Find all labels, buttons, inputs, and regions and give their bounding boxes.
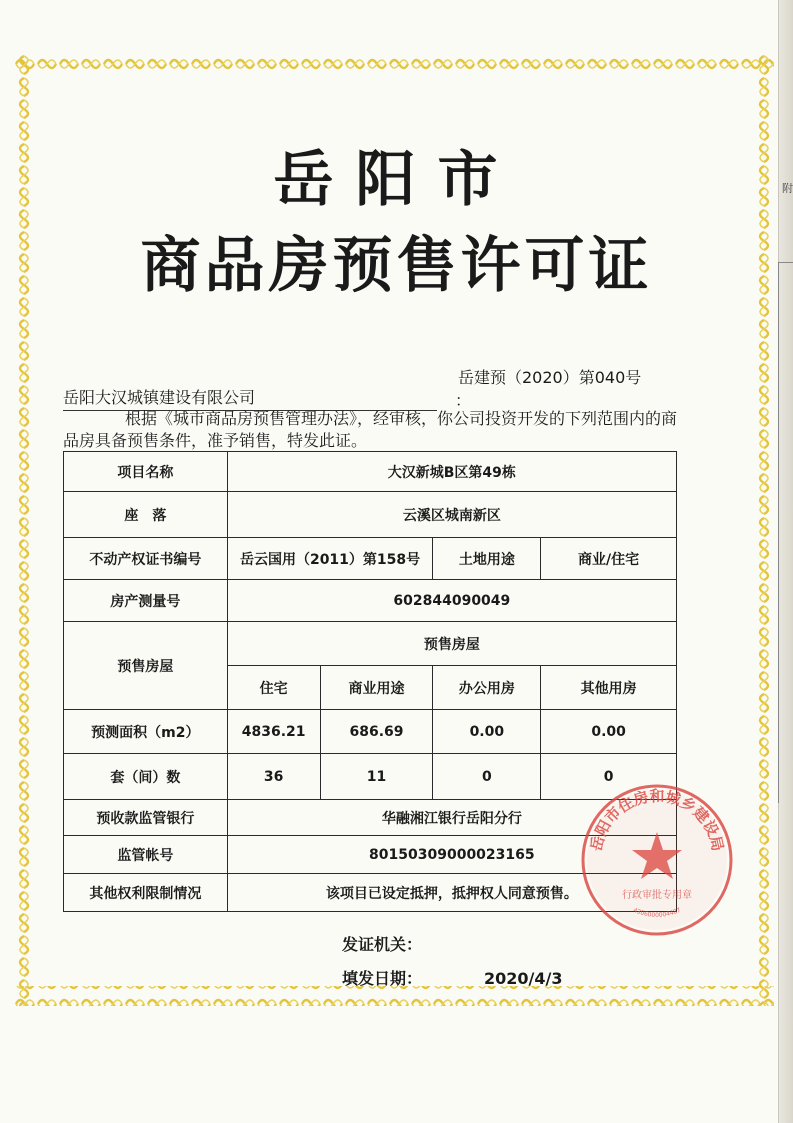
issue-date-row xyxy=(342,966,563,989)
seal-text: 岳阳市住房和城乡建设局 xyxy=(587,787,727,853)
table-row xyxy=(64,538,677,580)
units-value: 0 xyxy=(541,754,677,800)
issue-date-label: 填发日期： xyxy=(342,969,423,988)
table-row xyxy=(64,492,677,538)
company-colon: ： xyxy=(455,391,472,410)
title-city: 岳阳市 xyxy=(273,145,520,215)
document-number: 岳建预（2020）第040号 xyxy=(458,368,642,387)
supervising-bank: 华融湘江银行岳阳分行 xyxy=(227,800,676,836)
col-header: 其他用房 xyxy=(541,666,677,710)
cell-label: 预测面积（m2） xyxy=(64,710,228,754)
area-value: 0.00 xyxy=(433,710,541,754)
col-header: 办公用房 xyxy=(433,666,541,710)
intro-paragraph: 根据《城市商品房预售管理办法》，经审核，你公司投资开发的下列范围内的商品房具备预售条件，准予销售，特发此证。 xyxy=(63,409,678,450)
issuer-label: 发证机关： xyxy=(342,935,423,954)
account-number: 80150309000023165 xyxy=(227,836,676,874)
units-value: 36 xyxy=(227,754,320,800)
company-name: 岳阳大汉城镇建设有限公司 xyxy=(63,385,437,411)
units-value: 0 xyxy=(433,754,541,800)
table-row xyxy=(64,452,677,492)
cell-label: 监管帐号 xyxy=(64,836,228,874)
cell-label: 其他权利限制情况 xyxy=(64,874,228,912)
property-cert-number: 岳云国用（2011）第158号 xyxy=(227,538,433,580)
presale-header: 预售房屋 xyxy=(227,622,676,666)
cell-label: 座 落 xyxy=(64,492,228,538)
land-use: 商业/住宅 xyxy=(541,538,677,580)
col-header: 商业用途 xyxy=(320,666,433,710)
issue-date: 2020/4/3 xyxy=(484,969,563,988)
area-value: 686.69 xyxy=(320,710,433,754)
seal-sub-text: 行政审批专用章 xyxy=(622,890,692,901)
table-row xyxy=(64,580,677,622)
survey-number: 602844090049 xyxy=(227,580,676,622)
seal-code: 4306000004487 xyxy=(632,906,682,919)
official-seal xyxy=(577,780,737,940)
cell-label: 土地用途 xyxy=(433,538,541,580)
area-value: 4836.21 xyxy=(227,710,320,754)
cell-label: 预售房屋 xyxy=(64,622,228,710)
cell-label: 房产测量号 xyxy=(64,580,228,622)
area-value: 0.00 xyxy=(541,710,677,754)
project-name: 大汉新城B区第49栋 xyxy=(227,452,676,492)
title-certificate: 商品房预售许可证 xyxy=(140,231,653,301)
table-row xyxy=(64,710,677,754)
cell-label: 套（间）数 xyxy=(64,754,228,800)
units-value: 11 xyxy=(320,754,433,800)
edge-line xyxy=(778,262,793,803)
location: 云溪区城南新区 xyxy=(227,492,676,538)
cell-label: 项目名称 xyxy=(64,452,228,492)
edge-tab-label: 附 xyxy=(782,182,793,195)
cell-label: 预收款监管银行 xyxy=(64,800,228,836)
table-row xyxy=(64,622,677,666)
cell-label: 不动产权证书编号 xyxy=(64,538,228,580)
restriction-info: 该项目已设定抵押，抵押权人同意预售。 xyxy=(227,874,676,912)
col-header: 住宅 xyxy=(227,666,320,710)
